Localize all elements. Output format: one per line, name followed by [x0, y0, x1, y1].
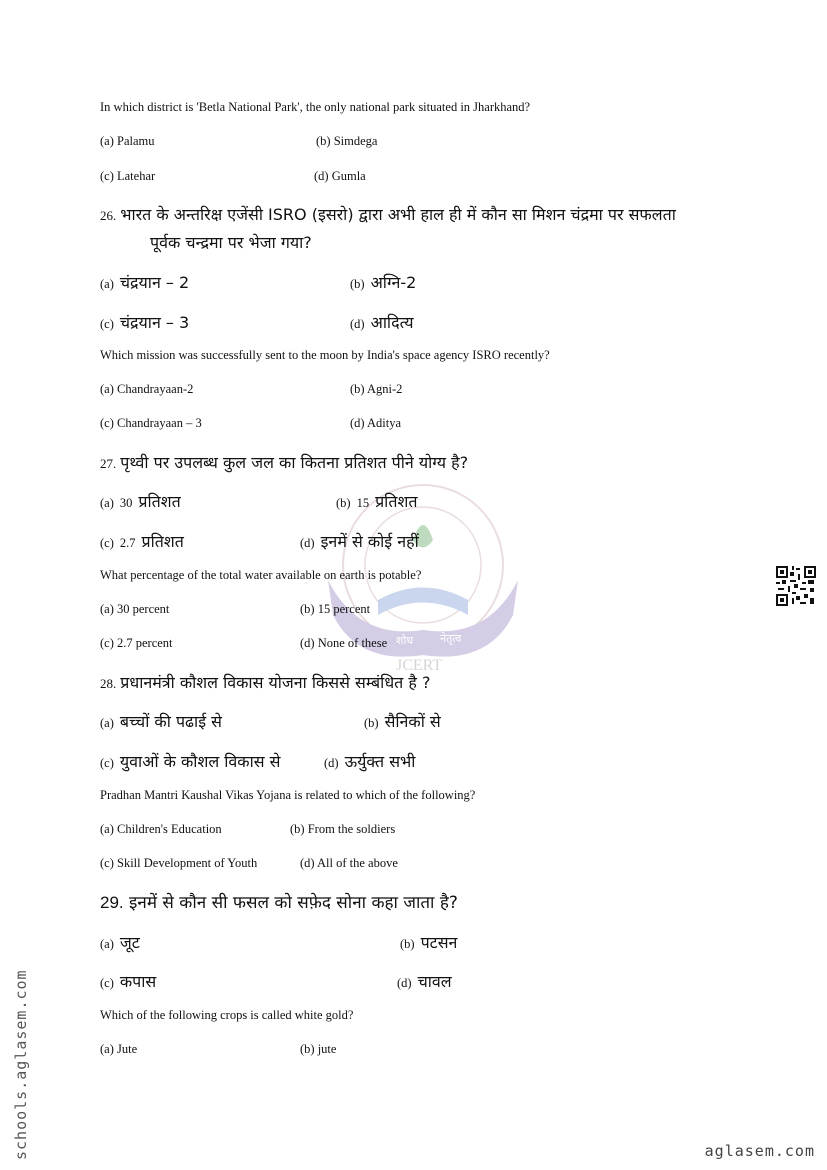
- q25-option-c: (c) Latehar: [100, 169, 156, 183]
- q26-en-option-c: (c) Chandrayaan – 3: [100, 416, 202, 430]
- q29-hi-option-c: (c) कपास: [100, 972, 157, 991]
- watermark-base-text: JCERT: [396, 657, 443, 674]
- q27-en-option-c: (c) 2.7 percent: [100, 636, 173, 650]
- q26-hi-option-d: (d) आदित्य: [350, 313, 414, 332]
- q27-hi-option-d: (d) इनमें से कोई नहीं: [300, 532, 419, 551]
- footer-text: aglasem.com: [704, 1142, 815, 1160]
- q26-number: 26.: [100, 208, 117, 223]
- q27-number: 27.: [100, 456, 117, 471]
- q28-en-option-a: (a) Children's Education: [100, 822, 222, 836]
- q26-question-en: Which mission was successfully sent to the moon by India's space agency ISRO recently?: [100, 348, 550, 362]
- q29-hi-option-b: (b) पटसन: [400, 933, 458, 952]
- q28-question-en: Pradhan Mantri Kaushal Vikas Yojana is related to which of the following?: [100, 788, 476, 802]
- watermark-ribbon-right: नेतृत्व: [440, 632, 462, 645]
- q27-hi-option-a: (a) 30 प्रतिशत: [100, 492, 181, 511]
- side-watermark-text: schools.aglasem.com: [12, 969, 30, 1160]
- q26-hi-option-b: (b) अग्नि-2: [350, 273, 417, 292]
- q29-en-option-b: (b) jute: [300, 1042, 337, 1056]
- q27-question-en: What percentage of the total water available on earth is potable?: [100, 568, 422, 582]
- q25-option-b: (b) Simdega: [316, 134, 378, 148]
- q27-hi-option-c: (c) 2.7 प्रतिशत: [100, 532, 184, 551]
- q27-en-option-a: (a) 30 percent: [100, 602, 170, 616]
- q26-en-option-a: (a) Chandrayaan-2: [100, 382, 194, 396]
- q25-option-d: (d) Gumla: [314, 169, 366, 183]
- q25-option-a: (a) Palamu: [100, 134, 155, 148]
- q26-question-hi-line1: भारत के अन्तरिक्ष एजेंसी ISRO (इसरो) द्वारा अभी हाल ही में कौन सा मिशन चंद्रमा पर सफलता: [120, 205, 676, 224]
- q28-en-option-b: (b) From the soldiers: [290, 822, 396, 836]
- q26-question-hi-line2: पूर्वक चन्द्रमा पर भेजा गया?: [150, 233, 312, 252]
- q28-hi-option-b: (b) सैनिकों से: [364, 712, 441, 731]
- qr-code-icon[interactable]: [776, 566, 816, 606]
- q29-hi-option-d: (d) चावल: [397, 972, 452, 991]
- q29-hi-option-a: (a) जूट: [100, 933, 140, 952]
- q26-en-option-b: (b) Agni-2: [350, 382, 403, 396]
- q25-question-en: In which district is 'Betla National Park', the only national park situated in Jharkhand?: [100, 100, 531, 114]
- q27-question-hi: 27. पृथ्वी पर उपलब्ध कुल जल का कितना प्रतिशत पीने योग्य है?: [100, 453, 469, 472]
- q26-en-option-d: (d) Aditya: [350, 416, 402, 430]
- q29-question-hi: 29. इनमें से कौन सी फसल को सफ़ेद सोना कहा जाता है?: [100, 893, 458, 913]
- q26-question-hi: [100, 203, 676, 225]
- q26-hi-option-c: (c) चंद्रयान – 3: [100, 313, 190, 332]
- q27-en-option-b: (b) 15 percent: [300, 602, 371, 616]
- q28-question-hi: 28. प्रधानमंत्री कौशल विकास योजना किससे सम्बंधित है ?: [100, 673, 431, 692]
- q29-en-option-a: (a) Jute: [100, 1042, 138, 1056]
- q28-hi-option-d: (d) ऊर्युक्त सभी: [324, 752, 416, 771]
- q28-hi-option-c: (c) युवाओं के कौशल विकास से: [100, 752, 281, 771]
- q28-en-option-d: (d) All of the above: [300, 856, 398, 870]
- q27-en-option-d: (d) None of these: [300, 636, 388, 650]
- watermark-ribbon-left: शोध: [396, 634, 414, 647]
- q28-en-option-c: (c) Skill Development of Youth: [100, 856, 258, 870]
- q26-hi-option-a: (a) चंद्रयान – 2: [100, 273, 190, 292]
- q29-question-en: Which of the following crops is called white gold?: [100, 1008, 354, 1022]
- q29-number: 29.: [100, 893, 124, 912]
- q28-number: 28.: [100, 676, 117, 691]
- q27-hi-option-b: (b) 15 प्रतिशत: [336, 492, 418, 511]
- q28-hi-option-a: (a) बच्चों की पढाई से: [100, 712, 222, 731]
